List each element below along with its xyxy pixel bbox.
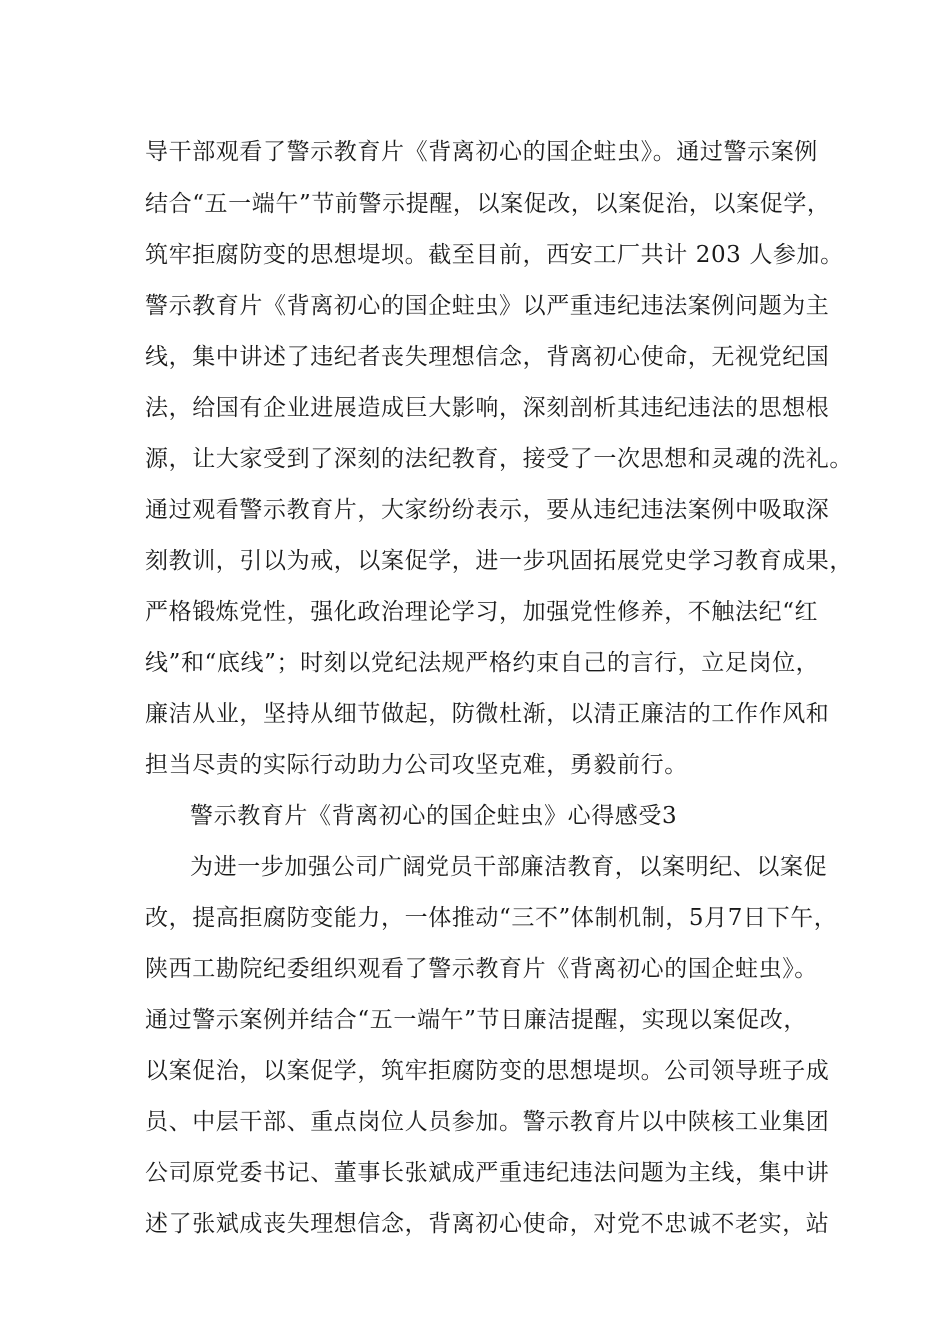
text-line: 公司原党委书记、董事长张斌成严重违纪违法问题为主线，集中讲 (145, 1160, 830, 1186)
text-line: 通过警示案例并结合“五一端午”节日廉洁提醒，实现以案促改， (145, 1007, 807, 1033)
text-line: 法，给国有企业进展造成巨大影响，深刻剖析其违纪违法的思想根 (145, 395, 830, 421)
text-line: 以案促治，以案促学，筑牢拒腐防变的思想堤坝。公司领导班子成 (145, 1058, 830, 1084)
text-line: 刻教训，引以为戒，以案促学，进一步巩固拓展党史学习教育成果， (145, 548, 853, 574)
text-line: 廉洁从业，坚持从细节做起，防微杜渐，以清正廉洁的工作作风和 (145, 701, 830, 727)
text-line: 员、中层干部、重点岗位人员参加。警示教育片以中陕核工业集团 (145, 1109, 830, 1135)
text-line: 陕西工勘院纪委组织观看了警示教育片《背离初心的国企蛀虫》。 (145, 956, 818, 982)
text-line: 源，让大家受到了深刻的法纪教育，接受了一次思想和灵魂的洗礼。 (145, 446, 853, 472)
text-line: 警示教育片《背离初心的国企蛀虫》以严重违纪违法案例问题为主 (145, 293, 830, 319)
text-line: 严格锻炼党性，强化政治理论学习，加强党性修养，不触法纪“红 (145, 599, 819, 625)
text-line: 结合“五一端午”节前警示提醒，以案促改，以案促治，以案促学， (145, 191, 831, 217)
text-line: 导干部观看了警示教育片《背离初心的国企蛀虫》。通过警示案例 (145, 139, 818, 165)
section-heading: 警示教育片《背离初心的国企蛀虫》心得感受3 (190, 803, 678, 829)
text-line: 改，提高拒腐防变能力，一体推动“三不”体制机制，5月7日下午， (145, 905, 838, 931)
text-line: 担当尽责的实际行动助力公司攻坚克难，勇毅前行。 (145, 752, 688, 778)
text-line: 线”和“底线”；时刻以党纪法规严格约束自己的言行，立足岗位， (145, 650, 820, 676)
text-line: 通过观看警示教育片，大家纷纷表示，要从违纪违法案例中吸取深 (145, 497, 830, 523)
text-line: 为进一步加强公司广阔党员干部廉洁教育，以案明纪、以案促 (190, 854, 828, 880)
text-line: 线，集中讲述了违纪者丧失理想信念，背离初心使命，无视党纪国 (145, 344, 830, 370)
text-line: 述了张斌成丧失理想信念，背离初心使命，对党不忠诚不老实，站 (145, 1211, 830, 1237)
text-line: 筑牢拒腐防变的思想堤坝。截至目前，西安工厂共计 203 人参加。 (145, 242, 844, 268)
